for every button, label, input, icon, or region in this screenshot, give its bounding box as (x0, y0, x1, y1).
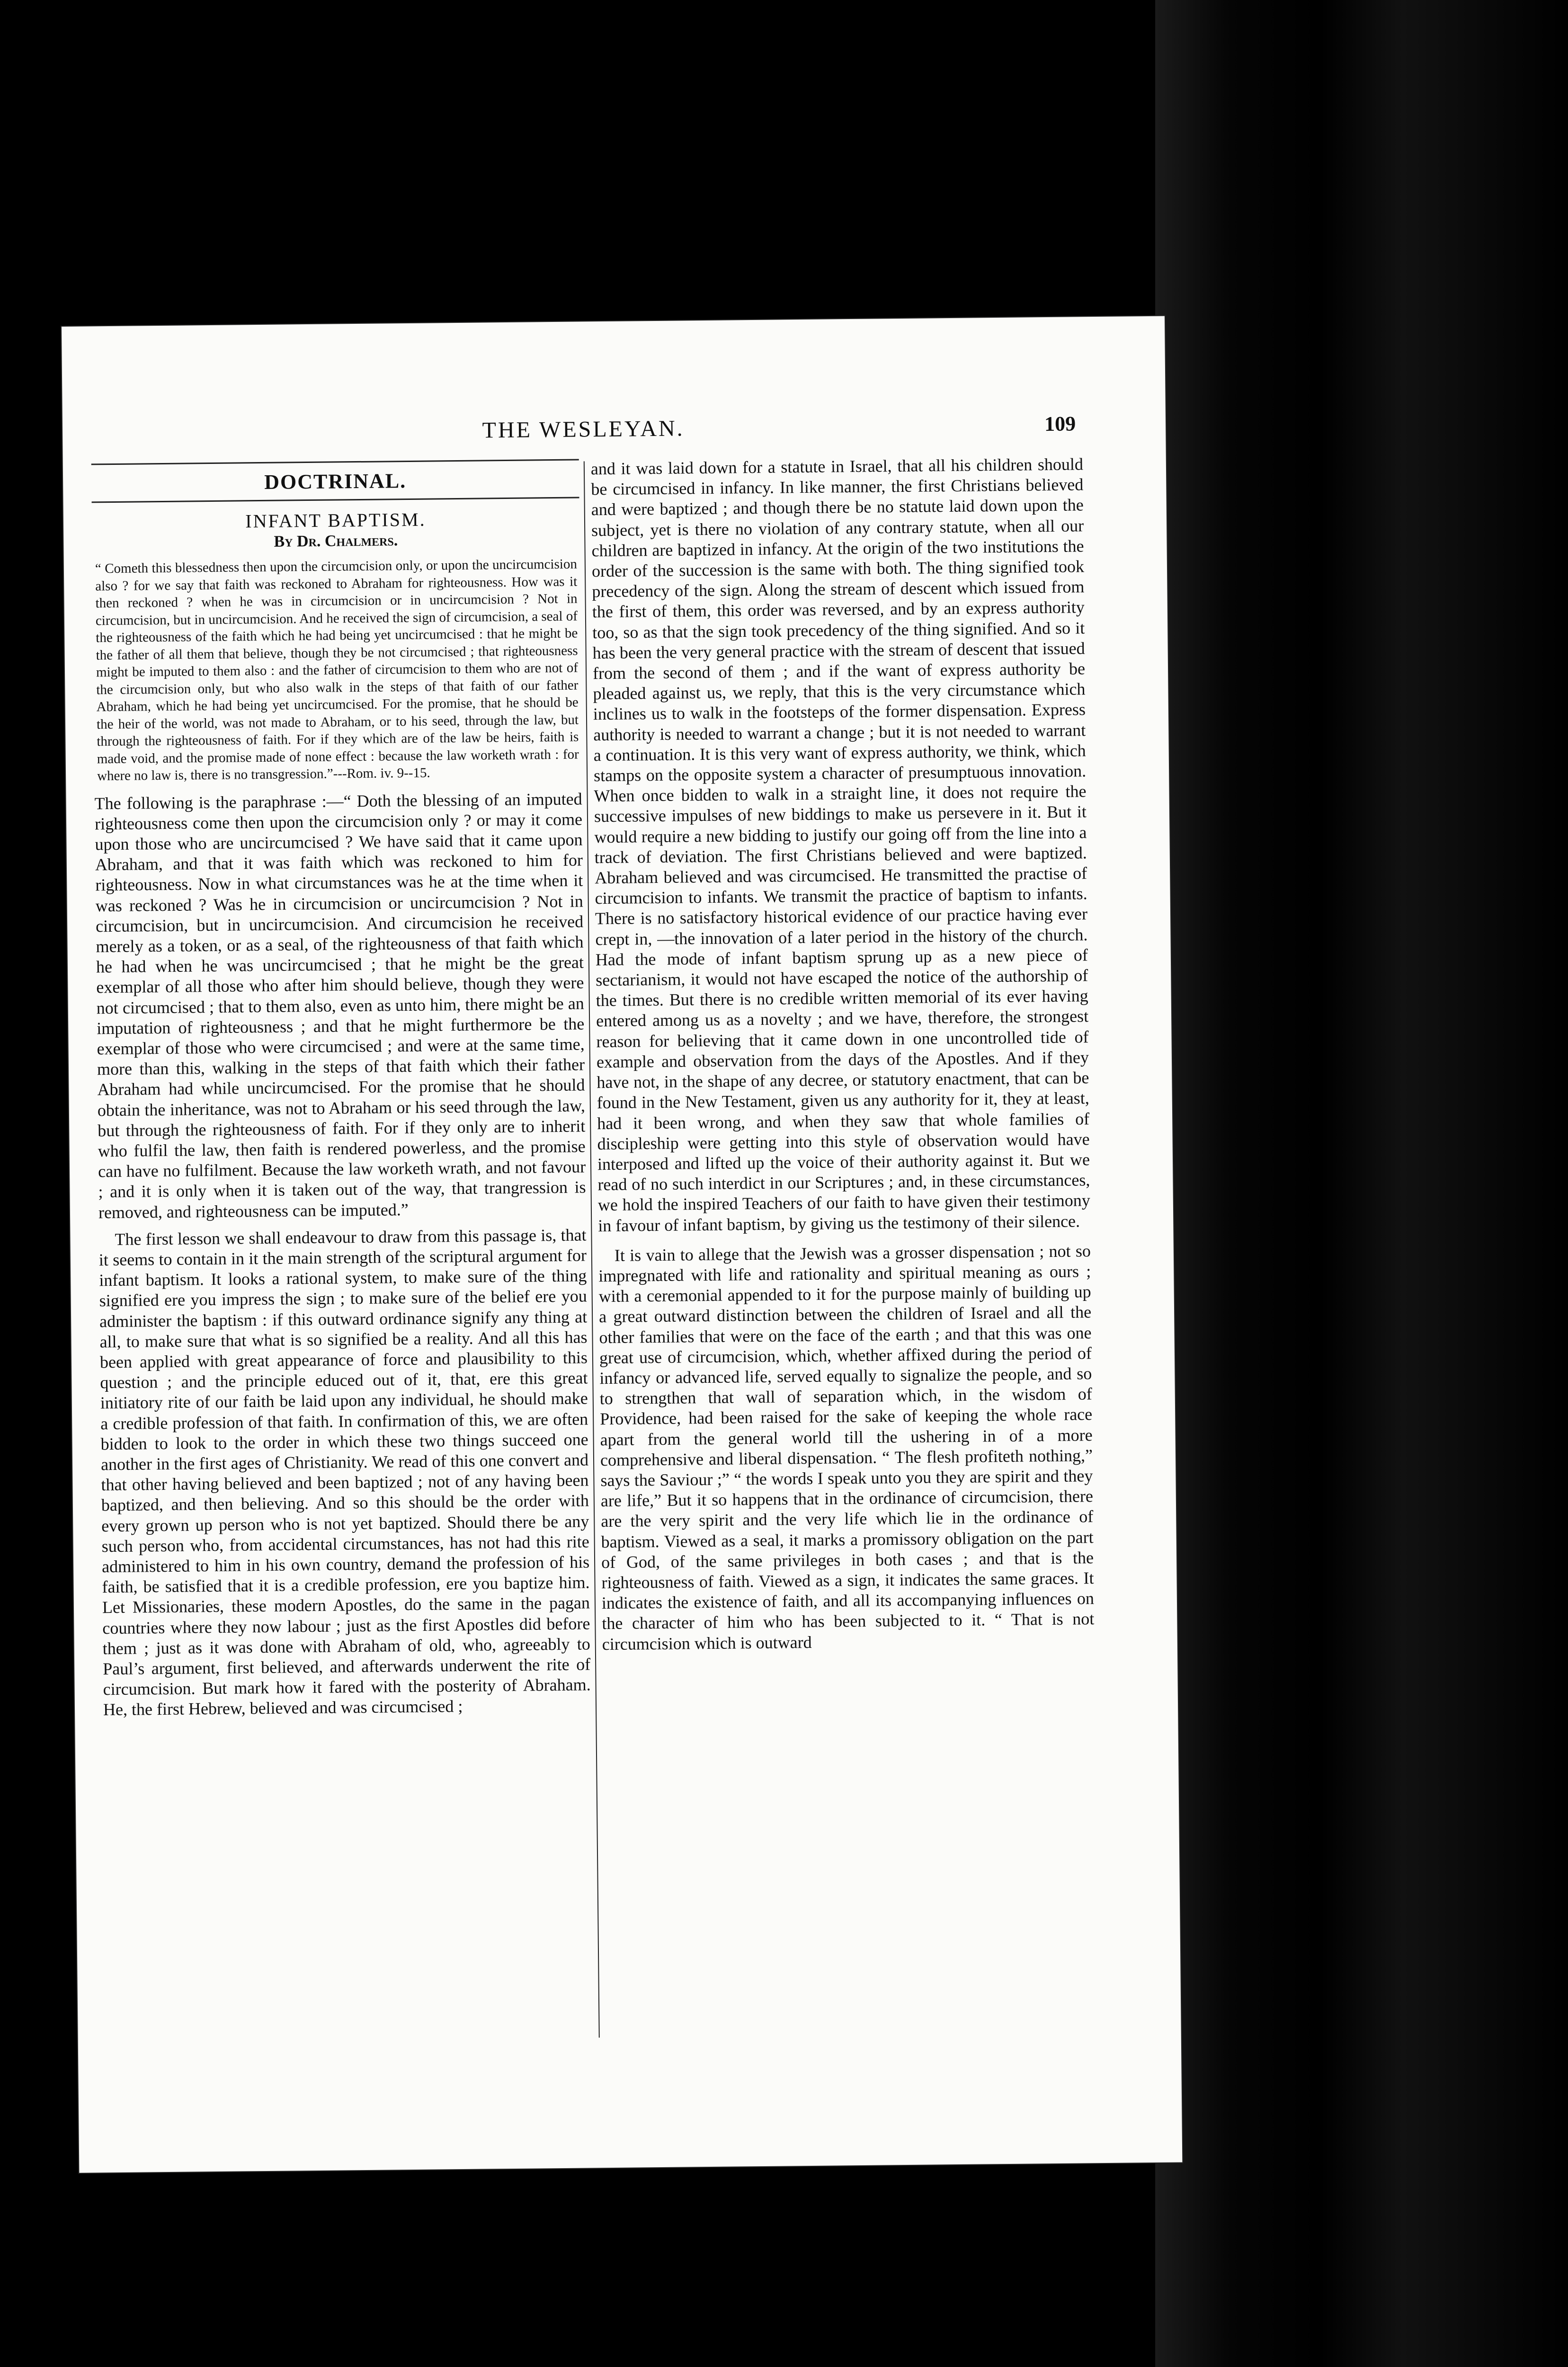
scripture-epigraph: “ Cometh this blessedness then upon the circumcision only, or upon the uncircumcision also ? for we say that faith was reckoned to Abraham for righteousness. How was it then reckoned ? when he was in circumcision or in uncircumcision ? Not in circumcision, but in uncircumcision. And he received the sign of circumcision, a seal of the righteousness of the faith which he had being yet uncircumcised : that he might be the father of all them that believe, though they be not circumcised ; that righteousness might be imputed to them also : and the father of circumcision to them who are not of the circumcision only, but who also walk in the steps of that faith of our father Abraham, which he had being yet uncircumcised. For the promise, that he should be the heir of the world, was not made to Abraham, or to his seed, through the law, but through the righteousness of faith. For if they which are of the law be heirs, faith is made void, and the promise made of none effect : because the law worketh wrath : for where no law is, there is no transgression.”---Rom. iv. 9--15. (95, 556, 579, 784)
book-binding-shadow (1155, 0, 1568, 2367)
right-column (591, 454, 1095, 1664)
section-heading: DOCTRINAL. (264, 469, 407, 494)
running-head (91, 411, 1076, 454)
paragraph-jewish-dispensation: It is vain to allege that the Jewish was a grosser dispensation ; not so impregnated with life and rationality and spiritual meaning as ours ; with a ceremonial appended to it for the purpose mainly of building up a great outward distinction between the children of Israel and all the other families that were on the face of the earth ; and that this was one great use of circumcision, which, whether affixed during the period of infancy or advanced life, served equally to signalize the people, and so to strengthen that wall of separation which, in the wisdom of Providence, had been raised for the sake of keeping the whole race apart from the general world till the ushering in of a more comprehensive and liberal dispensation. “ The flesh profiteth nothing,” says the Saviour ;” “ the words I speak unto you they are spirit and they are life,” But it so happens that in the ordinance of circumcision, there are the very spirit and the very life which lie in the ordinance of baptism. Viewed as a seal, it marks a promissory obligation on the part of God, of the same privileges in both cases ; and that is the righteousness of faith. Viewed as a sign, it indicates the same graces. It indicates the existence of faith, and all its accompanying influences on the character of him who has been subjected to it. “ That is not circumcision which is outward (598, 1241, 1095, 1654)
paragraph-first-lesson: The first lesson we shall endeavour to draw from this passage is, that it seems to contain in it the main strength of the scriptural argument for infant baptism. It looks a rational system, to make sure of the thing signified ere you impress the sign ; to make sure of the belief ere you administer the baptism : if this outward ordinance signify any thing at all, to make sure that what is so signified be a reality. And all this has been applied with great appearance of force and plausibility to this question ; and the principle educed out of it, that, ere this great initiatory rite of our faith be laid upon any individual, he should make a credible profession of that faith. In confirmation of this, we are often bidden to look to the order in which these two things succeed one another in the first ages of Christianity. We read of this one convert and that other having believed and been baptized ; not of any having been baptized, and then believing. And so this should be the order with every grown up person who is not yet baptized. Should there be any such person who, from accidental circumstances, has not had this rite administered to him in his own country, demand the profession of his faith, be satisfied that it is a credible profession, ere you baptize him. Let Missionaries, these modern Apostles, do the same in the pagan countries where they now labour ; just as the first Apostles did before them ; just as it was done with Abraham of old, who, agreeably to Paul’s argument, first believed, and afterwards underwent the rite of circumcision. But mark how it fared with the posterity of Abraham. He, the first Hebrew, believed and was circumcised ; (98, 1225, 591, 1719)
section-rule-bottom (92, 497, 579, 503)
running-title: THE WESLEYAN. (482, 416, 685, 443)
left-column (91, 459, 591, 1727)
book-page (62, 316, 1182, 2173)
paragraph-paraphrase: The following is the paraphrase :—“ Doth the blessing of an imputed righteousness come then upon the circumcision only ? or may it come upon those who are uncircumcised ? We have said that it came upon Abraham, and that it was faith which was reckoned to him for righteousness. Now in what circumstances was he at the time when it was reckoned ? Was he in circumcision or uncircumcision ? Not in circumcision, but in uncircumcision. And circumcision he received merely as a token, or as a seal, of the righteousness of that faith which he had when he was uncircumcised ; that he might be the great exemplar of all those who after him should believe, though they were not circumcised ; that to them also, even as unto him, there might be an imputation of righteousness ; and that he might furthermore be the exemplar of those who were circumcised ; and were at the same time, more than this, walking in the steps of that faith which their father Abraham had while uncircumcised. For the promise that he should obtain the inheritance, was not to Abraham or his seed through the law, but through the righteousness of faith. For if they only are to inherit who fulfil the law, then faith is rendered powerless, and the promise can have no fulfilment. Because the law worketh wrath, and not favour ; and it is only when it is taken out of the way, that trangression is removed, and righteousness can be imputed.” (94, 789, 586, 1222)
article-title: INFANT BAPTISM. (245, 508, 426, 532)
article-byline: By Dr. Chalmers. (274, 532, 398, 551)
page-number: 109 (1044, 412, 1076, 436)
section-rule-top (91, 459, 579, 465)
paragraph-continuation: and it was laid down for a statute in Israel, that all his children should be circumcised in infancy. In like manner, the first Christians believed and were baptized ; and though there be no statute laid down upon the subject, yet is there no violation of any contrary statute, when all our children are baptized in infancy. At the origin of the two institutions the order of the succession is the same with both. The thing signified took precedency of the sign. Along the stream of descent which issued from the first of them, this order was reversed, and by an express authority too, so as that the sign took precedency of the thing signified. And so it has been the very general practice with the stream of descent that issued from the second of them ; and if the want of express authority be pleaded against us, we reply, that this is the very circumstance which inclines us to walk in the footsteps of the former dispensation. Express authority is needed to warrant a change ; but it is not needed to warrant a continuation. It is this very want of express authority, we think, which stamps on the opposite system a character of presumptuous innovation. When once bidden to walk in a straight line, it does not require the successive impulses of new biddings to make us persevere in it. But it would require a new bidding to justify our going off from the line into a track of deviation. The first Christians believed and were baptized. Abraham believed and was circumcised. He transmitted the practise of circumcision to infants. We transmit the practice of baptism to infants. There is no satisfactory historical evidence of our practice having ever crept in, —the innovation of a later period in the history of the church. Had the mode of infant baptism sprung up as a new piece of sectarianism, it would not have escaped the notice of the authorship of the times. But there is no credible written memorial of its ever having entered among us as a novelty ; and we have, therefore, the strongest reason for believing that it came down in one uncontrolled tide of example and observation from the days of the Apostles. And if they have not, in the shape of any decree, or statutory enactment, that can be found in the New Testament, given us any authority for it, they at least, had it been wrong, and when they saw that whole families of discipleship were getting into this style of observation would have interposed and lifted up the voice of their authority against it. But we read of no such interdict in our Scriptures ; and, in these circumstances, we hold the inspired Teachers of our faith to have given their testimony in favour of infant baptism, by giving us the testimony of their silence. (590, 454, 1091, 1235)
